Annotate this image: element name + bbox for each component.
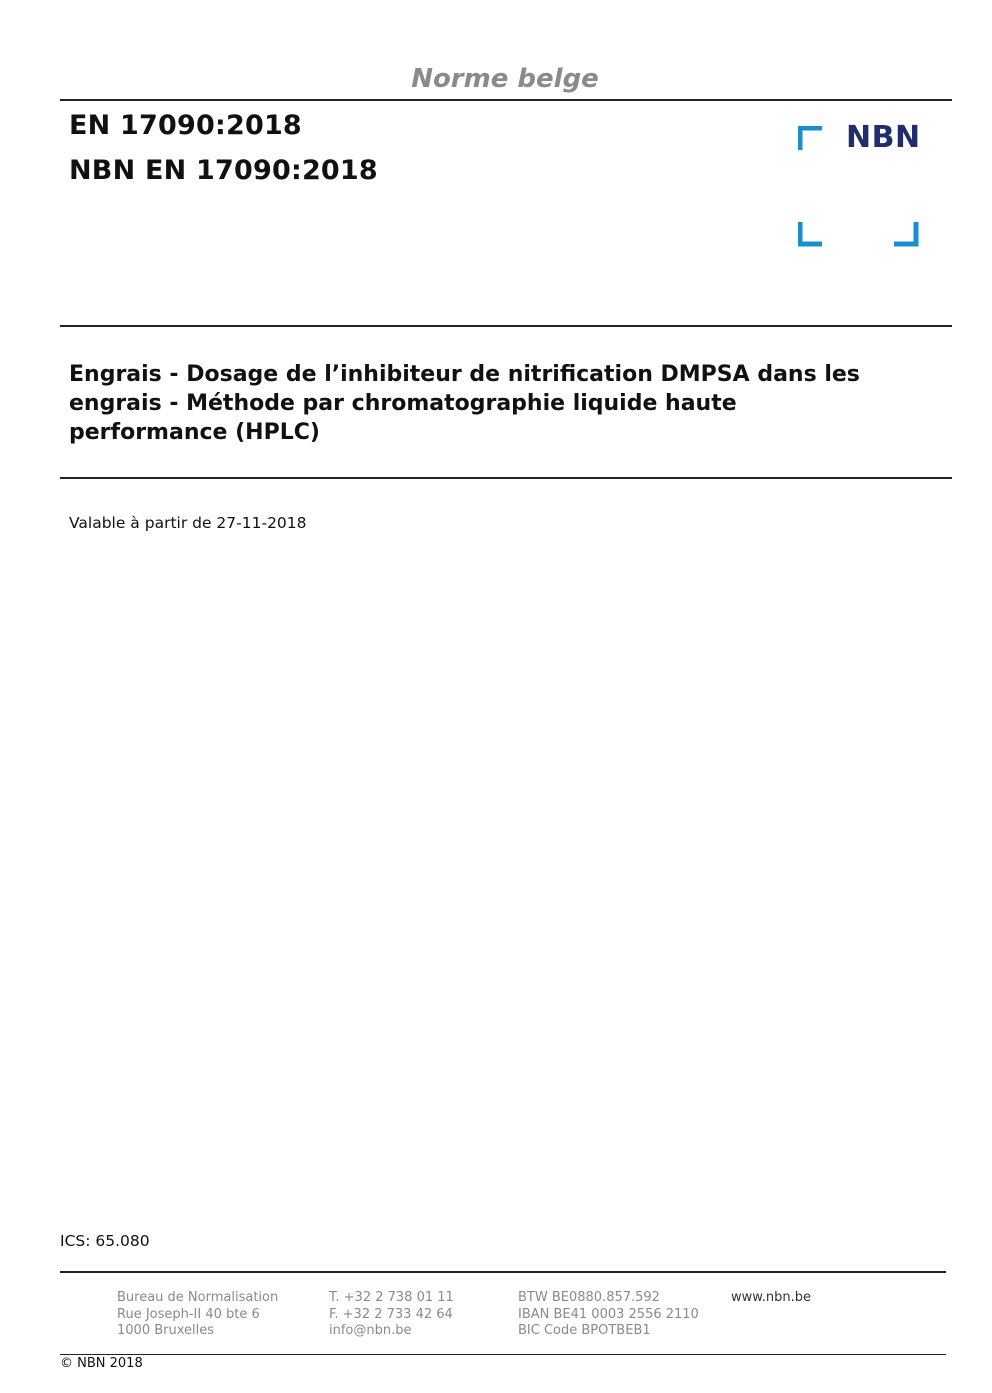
footer-bottom-rule [60, 1354, 946, 1355]
footer-bank [518, 1290, 699, 1340]
header-rule [60, 99, 952, 101]
standard-nbn-number: NBN EN 17090:2018 [69, 155, 378, 186]
document-title [69, 360, 939, 447]
title-top-rule [60, 325, 952, 327]
page-header-title: Norme belge [411, 64, 599, 94]
footer-website [731, 1290, 811, 1307]
footer-contact [329, 1290, 454, 1340]
nbn-logo-text: NBN [846, 120, 921, 155]
footer-address [117, 1290, 278, 1340]
footer-vat: BTW BE0880.857.592 [518, 1290, 660, 1305]
document-title-line: Engrais - Dosage de l’inhibiteur de nitrification DMPSA dans les [69, 362, 860, 387]
footer-phone: T. +32 2 738 01 11 [329, 1290, 454, 1305]
document-title-line: engrais - Méthode par chromatographie liquide haute [69, 391, 737, 416]
footer-address-line: Bureau de Normalisation [117, 1290, 279, 1305]
document-title-line: performance (HPLC) [69, 420, 320, 445]
footer-bic: BIC Code BPOTBEB1 [518, 1323, 651, 1338]
footer-address-line: Rue Joseph-II 40 bte 6 [117, 1306, 260, 1322]
copyright-text: © NBN 2018 [60, 1356, 143, 1371]
title-bottom-rule [60, 477, 952, 479]
standard-en-number: EN 17090:2018 [69, 110, 302, 141]
valid-from-text: Valable à partir de 27-11-2018 [69, 514, 307, 532]
footer-fax: F. +32 2 733 42 64 [329, 1306, 453, 1322]
ics-code: ICS: 65.080 [60, 1232, 150, 1250]
footer-iban: IBAN BE41 0003 2556 2110 [518, 1306, 699, 1322]
footer-address-line: 1000 Bruxelles [117, 1323, 215, 1338]
footer-email-link[interactable]: info@nbn.be [329, 1323, 412, 1338]
footer-website-link[interactable]: www.nbn.be [731, 1290, 811, 1305]
footer-top-rule [60, 1271, 946, 1273]
